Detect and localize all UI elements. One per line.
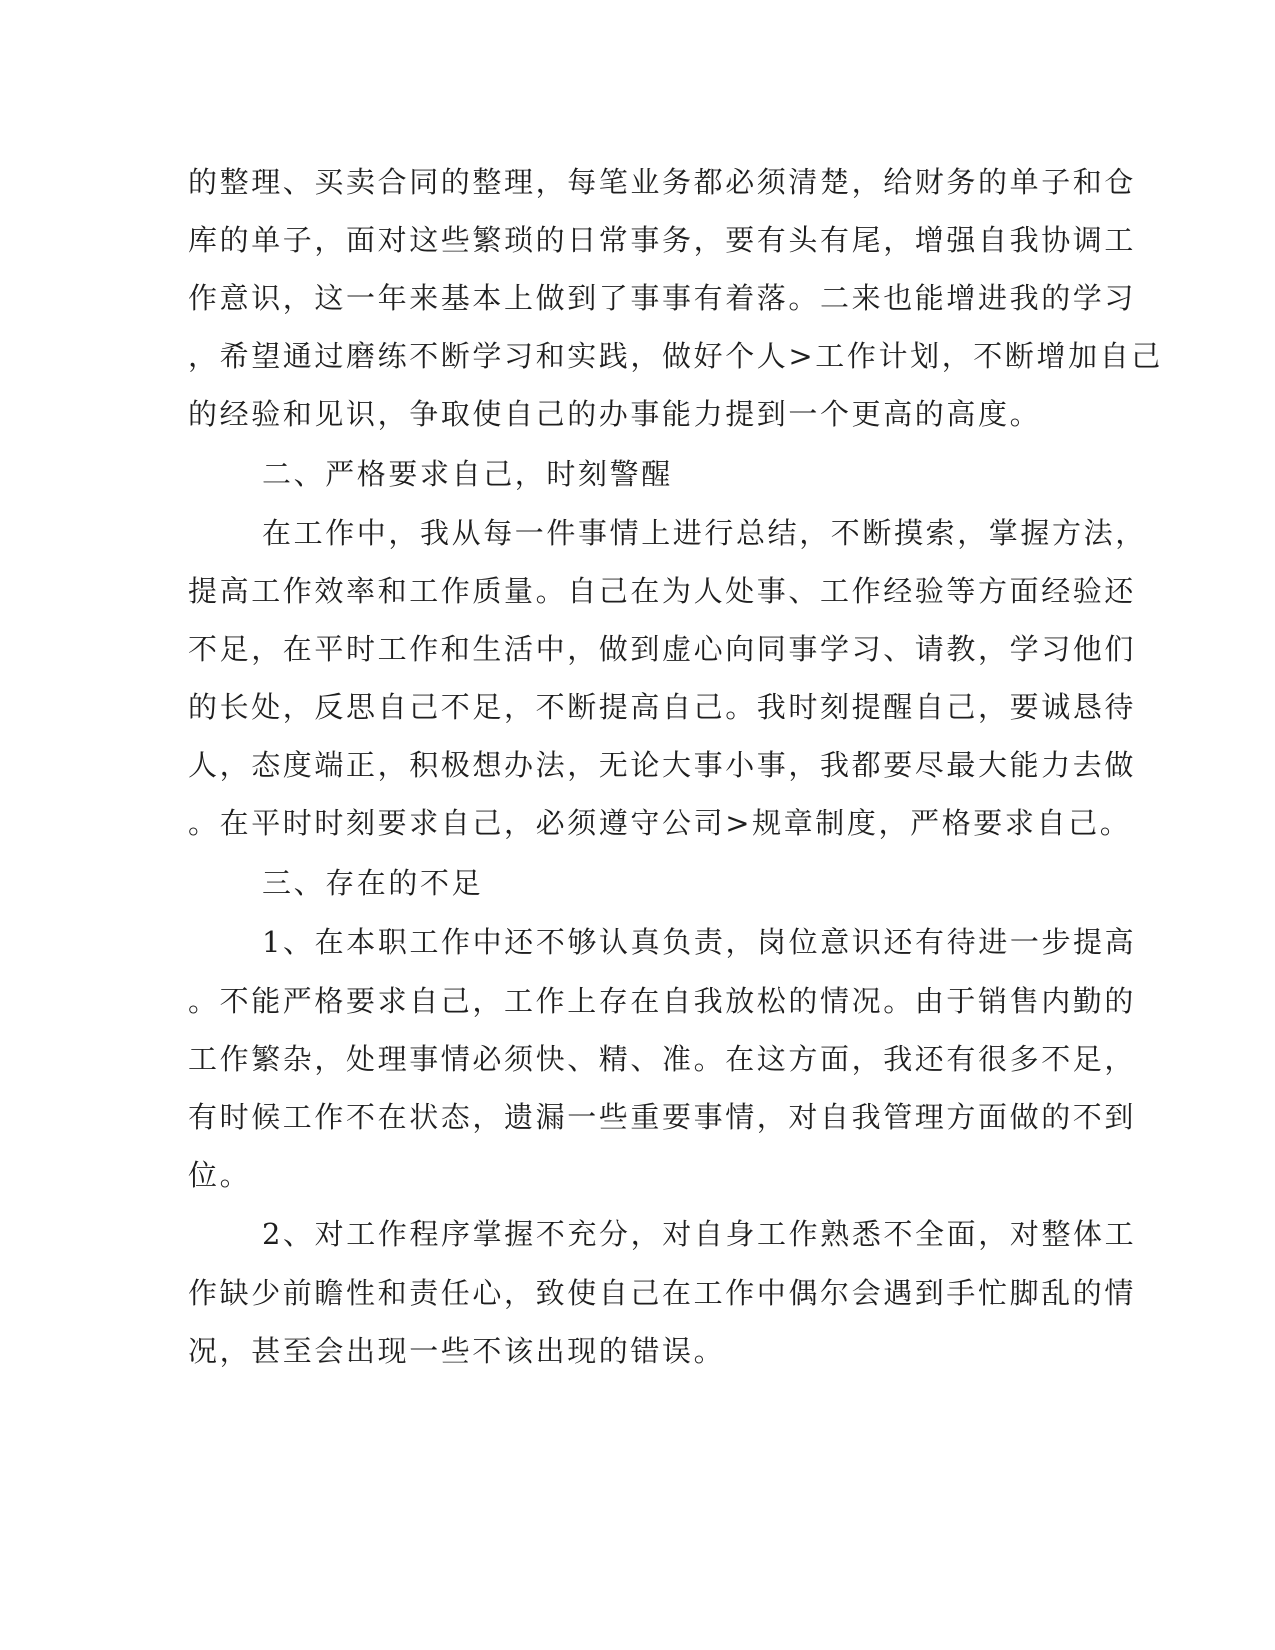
paragraph-line: ，希望通过磨练不断学习和实践，做好个人>工作计划，不断增加自己 — [188, 339, 1163, 373]
paragraph-line: 况，甚至会出现一些不该出现的错误。 — [188, 1334, 726, 1368]
section-heading: 三、存在的不足 — [262, 866, 484, 900]
paragraph-line: 工作繁杂，处理事情必须快、精、准。在这方面，我还有很多不足， — [188, 1042, 1137, 1076]
paragraph-line: 。在平时时刻要求自己，必须遵守公司>规章制度，严格要求自己。 — [188, 806, 1132, 840]
paragraph-line: 的经验和见识，争取使自己的办事能力提到一个更高的高度。 — [188, 397, 1042, 431]
paragraph-line: 作缺少前瞻性和责任心，致使自己在工作中偶尔会遇到手忙脚乱的情 — [188, 1276, 1137, 1310]
paragraph-line: 在工作中，我从每一件事情上进行总结，不断摸索，掌握方法， — [262, 516, 1147, 550]
paragraph-line: 提高工作效率和工作质量。自己在为人处事、工作经验等方面经验还 — [188, 574, 1137, 608]
paragraph-line: 2、对工作程序掌握不充分，对自身工作熟悉不全面，对整体工 — [262, 1217, 1137, 1251]
paragraph-line: 的长处，反思自己不足，不断提高自己。我时刻提醒自己，要诚恳待 — [188, 690, 1137, 724]
paragraph-line: 有时候工作不在状态，遗漏一些重要事情，对自我管理方面做的不到 — [188, 1100, 1137, 1134]
paragraph-line: 1、在本职工作中还不够认真负责，岗位意识还有待进一步提高 — [262, 925, 1137, 959]
paragraph-line: 不足，在平时工作和生活中，做到虚心向同事学习、请教，学习他们 — [188, 632, 1137, 666]
paragraph-line: 位。 — [188, 1158, 252, 1192]
section-heading: 二、严格要求自己，时刻警醒 — [262, 457, 673, 491]
paragraph-line: 。不能严格要求自己，工作上存在自我放松的情况。由于销售内勤的 — [188, 984, 1137, 1018]
paragraph-line: 人，态度端正，积极想办法，无论大事小事，我都要尽最大能力去做 — [188, 748, 1137, 782]
paragraph-line: 库的单子，面对这些繁琐的日常事务，要有头有尾，增强自我协调工 — [188, 223, 1137, 257]
paragraph-line: 作意识，这一年来基本上做到了事事有着落。二来也能增进我的学习 — [188, 281, 1137, 315]
paragraph-line: 的整理、买卖合同的整理，每笔业务都必须清楚，给财务的单子和仓 — [188, 165, 1137, 199]
